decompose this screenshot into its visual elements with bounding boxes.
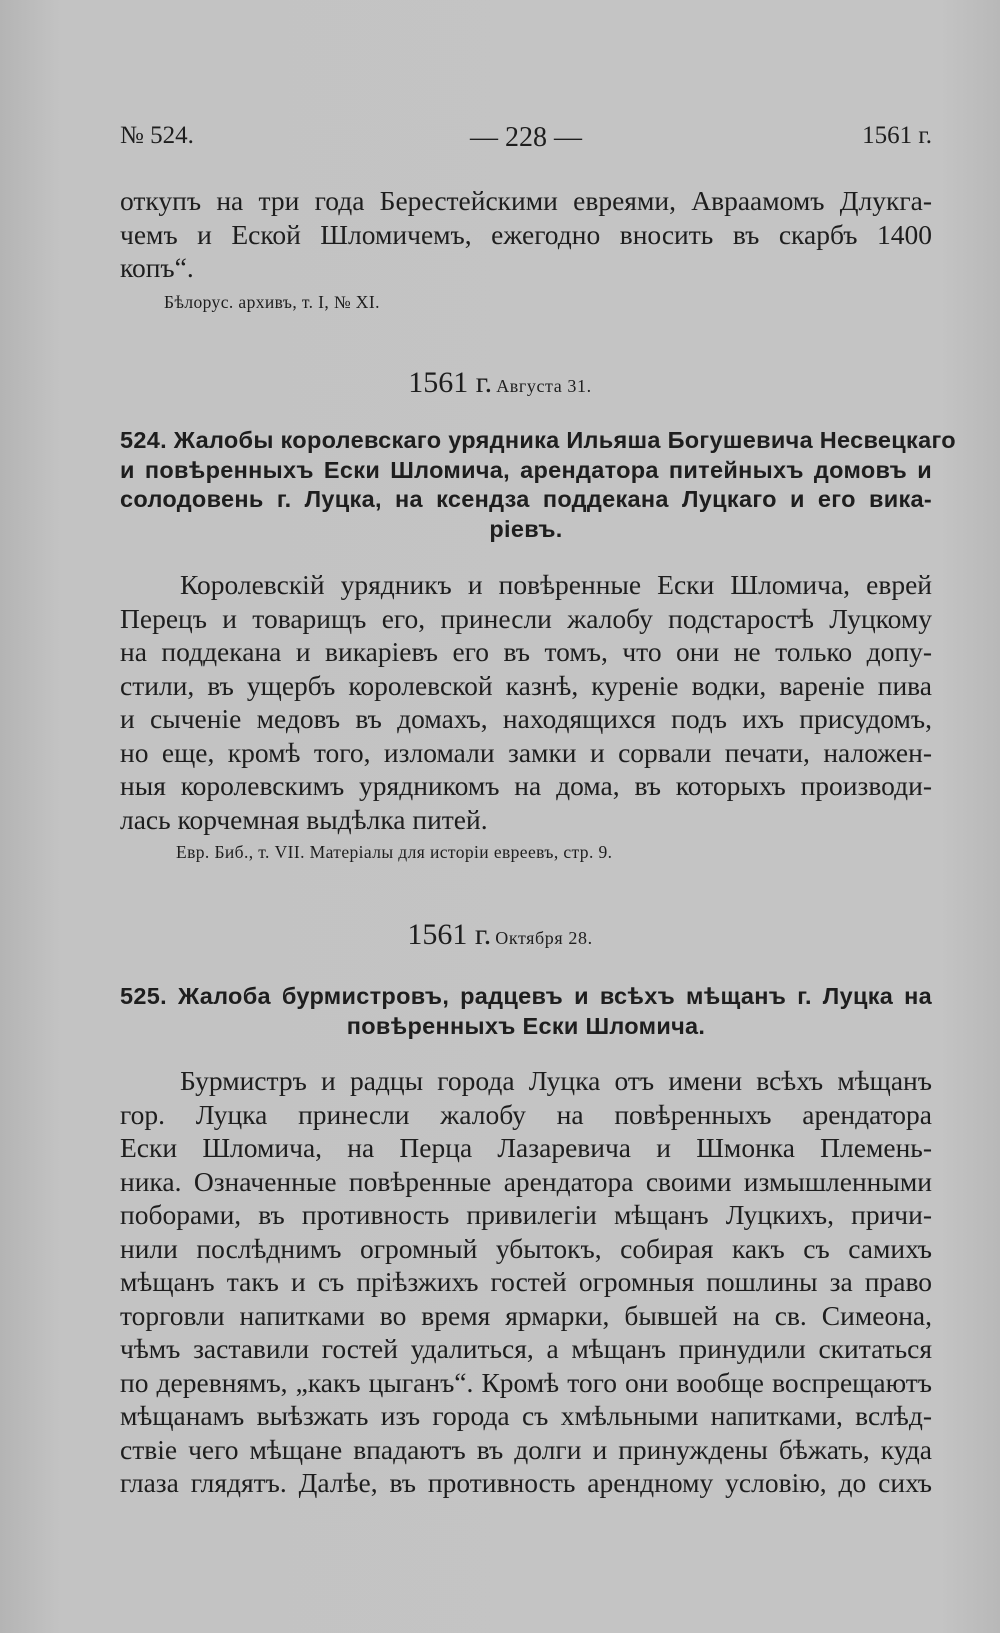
text-line: Перецъ и товарищъ его, принесли жалобу подстаростѣ Луцкому <box>120 602 932 634</box>
title-line: повѣренныхъ Ески Шломича. <box>346 1012 706 1039</box>
text-line: но еще, кромѣ того, изломали замки и сорвали печати, наложен- <box>120 736 932 768</box>
text-line: поборами, въ противность привилегіи мѣщанъ Луцкихъ, причи- <box>120 1199 932 1230</box>
text-line: мѣщанъ такъ и съ пріѣзжихъ гостей огромныя пошлины за право <box>120 1266 932 1297</box>
text-line: лась корчемная выдѣлка питей. <box>120 803 488 835</box>
entry-body <box>120 1064 932 1500</box>
text-line: чѣмъ заставили гостей удалиться, а мѣщанъ принудили скитаться <box>120 1333 932 1364</box>
text-line: откупъ на три года Берестейскими евреями, Авраамомъ Длукга- <box>120 185 932 216</box>
date-year: 1561 г. <box>408 366 493 399</box>
source-citation: Евр. Биб., т. VII. Матеріалы для исторіи евреевъ, стр. 9. <box>176 842 613 862</box>
entry-date <box>0 366 1000 400</box>
text-line: Бурмистръ и радцы города Луцка отъ имени всѣхъ мѣщанъ <box>180 1065 932 1096</box>
entry-title <box>120 426 956 544</box>
text-line: гор. Луцка принесли жалобу на повѣренныхъ арендатора <box>120 1098 932 1130</box>
title-line: 524. Жалобы королевскаго урядника Ильяша Богушевича Несвецкаго <box>120 427 956 453</box>
text-line: нили послѣднимъ огромный убытокъ, собирая какъ съ самихъ <box>120 1232 932 1264</box>
page-header <box>120 122 932 162</box>
intro-paragraph <box>120 184 932 285</box>
text-line: по деревнямъ, „какъ цыганъ“. Кромѣ того они вообще воспрещаютъ <box>120 1366 932 1398</box>
text-line: глаза глядятъ. Далѣе, въ противность арендному условію, до сихъ <box>120 1467 932 1498</box>
text-line: ствіе чего мѣщане впадаютъ въ долги и принуждены бѣжать, куда <box>120 1433 932 1465</box>
date-year: 1561 г. <box>407 918 492 951</box>
title-line: ріевъ. <box>489 515 563 542</box>
text-line: Королевскій урядникъ и повѣренные Ески Шломича, еврей <box>180 569 932 600</box>
title-line: и повѣренныхъ Ески Шломича, арендатора питейныхъ домовъ и <box>120 456 932 483</box>
title-line: 525. Жалоба бурмистровъ, радцевъ и всѣхъ мѣщанъ г. Луцка на <box>120 983 932 1009</box>
date-day: Октября 28. <box>495 928 593 948</box>
header-year: 1561 г. <box>862 122 932 149</box>
document-number: № 524. <box>120 122 194 149</box>
entry-date <box>0 918 1000 952</box>
text-line: ника. Означенные повѣренные арендатора своими измышленными <box>120 1165 932 1197</box>
date-day: Августа 31. <box>496 376 592 396</box>
text-line: на поддекана и викаріевъ его въ томъ, что они не только допу- <box>120 636 932 667</box>
page-number: — 228 — <box>470 122 582 153</box>
text-line: Ески Шломича, на Перца Лазаревича и Шмонка Племень- <box>120 1132 932 1163</box>
text-line: и сыченіе медовъ въ домахъ, находящихся подъ ихъ присудомъ, <box>120 703 932 734</box>
text-line: мѣщанамъ выѣзжать изъ города съ хмѣльными напитками, вслѣд- <box>120 1400 932 1431</box>
title-line: солодовень г. Луцка, на ксендза поддекана Луцкаго и его вика- <box>120 486 932 512</box>
text-line: чемъ и Еской Шломичемъ, ежегодно вносить въ скарбъ 1400 <box>120 218 932 250</box>
entry-title <box>120 982 932 1041</box>
entry-body <box>120 568 932 836</box>
text-line: стили, въ ущербъ королевской казнѣ, куреніе водки, вареніе пива <box>120 669 932 701</box>
source-citation: Бѣлорус. архивъ, т. I, № XI. <box>164 292 380 312</box>
text-line: копъ“. <box>120 252 194 283</box>
text-line: ныя королевскимъ урядникомъ на дома, въ которыхъ производи- <box>120 770 932 801</box>
text-line: торговли напитками во время ярмарки, бывшей на св. Симеона, <box>120 1299 932 1331</box>
